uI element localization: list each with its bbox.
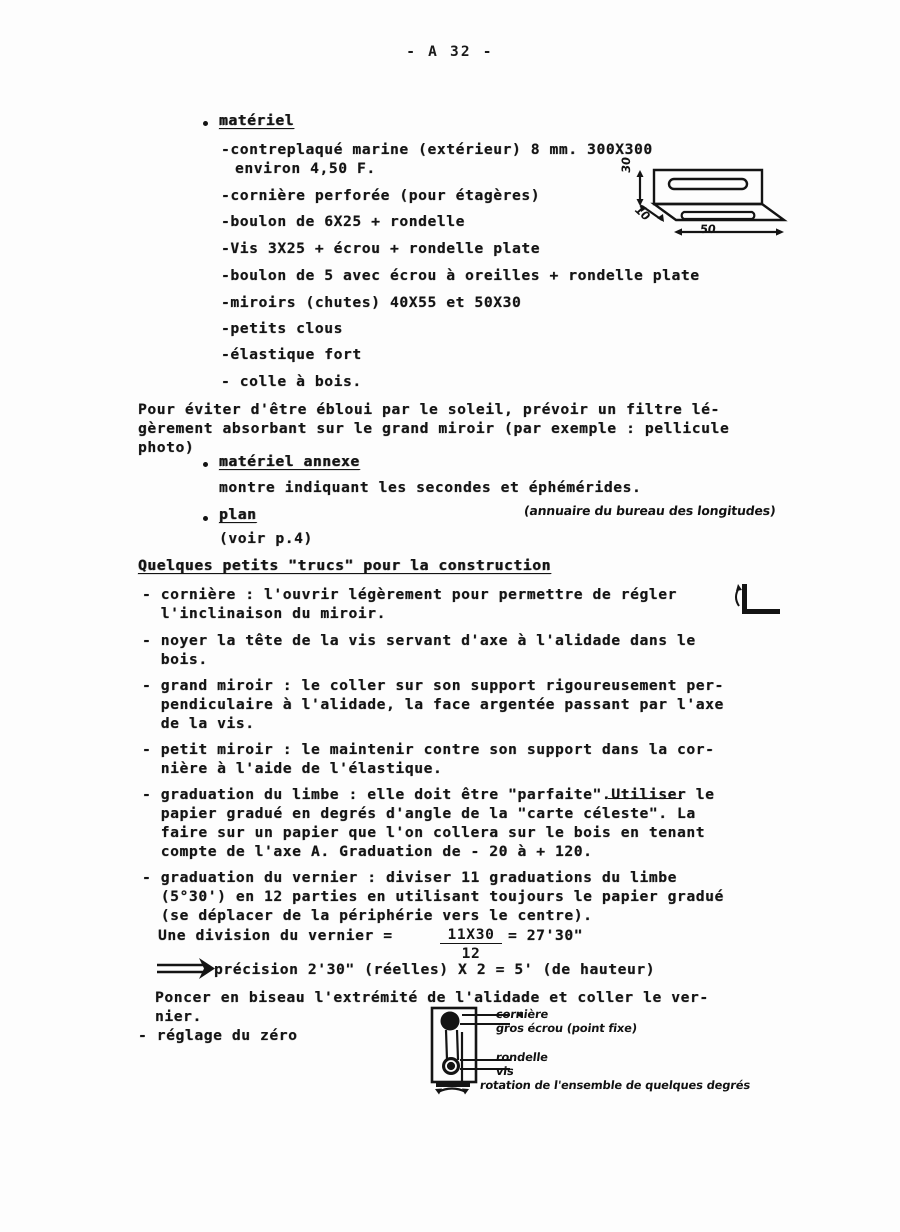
reglage-label-rondelle: rondelle	[495, 1050, 549, 1064]
materiel-item-7: -petits clous	[221, 320, 344, 337]
materiel-item-1: environ 4,50 F.	[235, 160, 376, 177]
note-filtre-line-0: Pour éviter d'être ébloui par le soleil, prévoir un filtre lé-	[138, 401, 720, 418]
corniere-dim-width: 50	[699, 222, 717, 236]
note-filtre-line-1: gèrement absorbant sur le grand miroir (par exemple : pellicule	[138, 420, 730, 437]
materiel-item-2: -cornière perforée (pour étagères)	[221, 187, 541, 204]
truc-3-line-1: nière à l'aide de l'élastique.	[142, 760, 443, 777]
reglage-label-gros-ecrou: gros écrou (point fixe)	[495, 1021, 638, 1035]
truc-2-line-0: - grand miroir : le coller sur son support rigoureusement per-	[142, 677, 724, 694]
corniere-L-figure	[726, 578, 796, 626]
note-filtre-line-2: photo)	[138, 439, 195, 456]
truc-4-line-1: papier gradué en degrés d'angle de la "carte céleste". La	[142, 805, 696, 822]
truc-4-line-0: - graduation du limbe : elle doit être "parfaite".Utiliser le	[142, 786, 715, 803]
fraction-bar-icon	[440, 943, 502, 944]
truc-1-line-0: - noyer la tête de la vis servant d'axe à l'alidade dans le	[142, 632, 696, 649]
materiel-item-5: -boulon de 5 avec écrou à oreilles + rondelle plate	[221, 267, 700, 284]
reglage-label-corniere: cornière	[495, 1007, 550, 1021]
materiel-annexe-line: montre indiquant les secondes et éphémérides.	[219, 479, 642, 496]
poncer-line-1: nier.	[155, 1008, 202, 1025]
materiel-item-4: -Vis 3X25 + écrou + rondelle plate	[221, 240, 541, 257]
truc-5-line-0: - graduation du vernier : diviser 11 graduations du limbe	[142, 869, 678, 886]
page-header: - A 32 -	[406, 44, 494, 60]
materiel-item-6: -miroirs (chutes) 40X55 et 50X30	[221, 294, 522, 311]
formule-fraction	[440, 926, 502, 962]
truc-5-line-2: (se déplacer de la périphérie vers le centre).	[142, 907, 593, 924]
truc-4-line-2: faire sur un papier que l'on collera sur le bois en tenant	[142, 824, 706, 841]
reglage-label-vis: vis	[495, 1064, 515, 1078]
truc-5-line-1: (5°30') en 12 parties en utilisant toujours le papier gradué	[142, 888, 724, 905]
materiel-item-3: -boulon de 6X25 + rondelle	[221, 213, 466, 230]
reglage-label-rotation: rotation de l'ensemble de quelques degrés	[479, 1078, 751, 1092]
truc-0-line-1: l'inclinaison du miroir.	[142, 605, 387, 622]
poncer-line-0: Poncer en biseau l'extrémité de l'alidade et coller le ver-	[155, 989, 709, 1006]
formule-numerator: 11X30	[447, 926, 495, 943]
double-arrow-icon	[155, 958, 217, 980]
heading-materiel: matériel	[219, 112, 295, 129]
truc-1-line-1: bois.	[142, 651, 208, 668]
bullet-icon-plan	[203, 516, 208, 521]
materiel-item-0: -contreplaqué marine (extérieur) 8 mm. 300X300	[221, 141, 653, 158]
materiel-item-9: - colle à bois.	[221, 373, 362, 390]
truc-4-line-3: compte de l'axe A. Graduation de - 20 à + 120.	[142, 843, 593, 860]
materiel-item-8: -élastique fort	[221, 346, 362, 363]
truc-2-line-1: pendiculaire à l'alidade, la face argentée passant par l'axe	[142, 696, 724, 713]
bullet-icon-materiel	[203, 121, 208, 126]
truc-2-line-2: de la vis.	[142, 715, 255, 732]
formule-denominator: 12	[461, 945, 481, 962]
formule-precision-line: précision 2'30" (réelles) X 2 = 5' (de hauteur)	[214, 961, 656, 978]
formule-equals: = 27'30"	[508, 927, 584, 944]
truc-3-line-0: - petit miroir : le maintenir contre son support dans la cor-	[142, 741, 715, 758]
formule-lead: Une division du vernier =	[158, 927, 393, 944]
corniere-dim-height: 30	[619, 156, 633, 174]
underline-parfaite	[608, 798, 682, 799]
plan-annotation: (annuaire du bureau des longitudes)	[523, 503, 777, 518]
reglage-zero-line: - réglage du zéro	[138, 1027, 298, 1044]
bullet-icon-materiel-annexe	[203, 462, 208, 467]
truc-0-line-0: - cornière : l'ouvrir légèrement pour permettre de régler	[142, 586, 678, 603]
heading-plan: plan	[219, 506, 257, 523]
corniere-dim-depth: 10	[631, 203, 654, 223]
plan-line: (voir p.4)	[219, 530, 313, 547]
heading-materiel-annexe: matériel annexe	[219, 453, 360, 470]
heading-trucs: Quelques petits "trucs" pour la construction	[138, 557, 551, 574]
